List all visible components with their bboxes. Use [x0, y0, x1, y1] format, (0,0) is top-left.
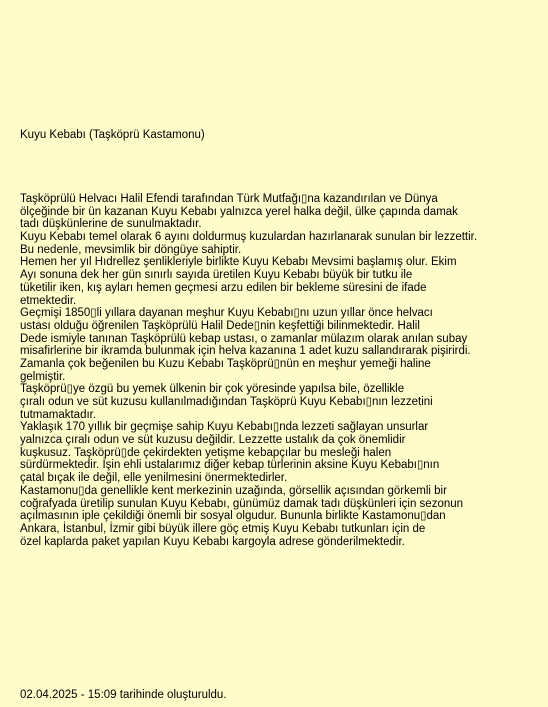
body-line: Ayı sonuna dek her gün sınırlı sayıda üretilen Kuyu Kebabı büyük bir tutku ile	[20, 269, 413, 282]
body-line: Bu nedenle, mevsimlik bir döngüye sahiptir.	[20, 243, 242, 256]
body-line: Kuyu Kebabı temel olarak 6 ayını doldurmuş kuzulardan hazırlanarak sunulan bir lezzettir.	[20, 231, 478, 244]
body-line: tutmamaktadır.	[20, 408, 97, 421]
body-line: Zamanla çok beğenilen bu Kuzu Kebabı Taşköprü▯nün en meşhur yemeği haline	[20, 357, 431, 370]
body-line: misafirlerine bir ikramda bulunmak için helva kazanına 1 adet kuzu sallandırarak pişirirdi.	[20, 345, 471, 358]
body-line: Kastamonu▯da genellikle kent merkezinin uzağında, görsellik açısından görkemli bir	[20, 484, 447, 497]
article-body	[20, 193, 540, 548]
body-line: Yaklaşık 170 yıllık bir geçmişe sahip Kuyu Kebabı▯nda lezzeti sağlayan unsurlar	[20, 421, 429, 434]
document-title: Kuyu Kebabı (Taşköprü Kastamonu)	[20, 129, 205, 141]
creation-timestamp: 02.04.2025 - 15:09 tarihinde oluşturuldu.	[20, 689, 227, 701]
body-line: Hemen her yıl Hıdrellez şenlikleriyle birlikte Kuyu Kebabı Mevsimi başlamış olur. Ekim	[20, 256, 457, 269]
body-line: gelmiştir.	[20, 370, 66, 383]
body-line: Taşköprü▯ye özgü bu yemek ülkenin bir çok yöresinde yapılsa bile, özellikle	[20, 383, 405, 396]
body-line: coğrafyada üretilip sunulan Kuyu Kebabı, günümüz damak tadı düşkünleri için sezonun	[20, 497, 464, 510]
body-line: tüketilir iken, kış ayları hemen geçmesi arzu edilen bir bekleme süresini de ifade	[20, 281, 427, 294]
body-line: Ankara, İstanbul, İzmir gibi büyük illere göç etmiş Kuyu Kebabı tutkunları için de	[20, 522, 426, 535]
body-line: kuşkusuz. Taşköprü▯de çekirdekten yetişme kebapçılar bu mesleği halen	[20, 446, 392, 459]
body-line: çatal bıçak ile değil, elle yenilmesini önermektedirler.	[20, 472, 288, 485]
body-line: ustası olduğu öğrenilen Taşköprülü Halil Dede▯nin keşfettiği bilinmektedir. Halil	[20, 319, 420, 332]
body-line: Dede ismiyle tanınan Taşköprülü kebap ustası, o zamanlar mülazım olarak anılan subay	[20, 332, 468, 345]
body-line: yalnızca çıralı odun ve süt kuzusu değildir. Lezzette ustalık da çok önemlidir	[20, 434, 406, 447]
body-line: etmektedir.	[20, 294, 77, 307]
body-line: Taşköprülü Helvacı Halil Efendi tarafından Türk Mutfağı▯na kazandırılan ve Dünya	[20, 193, 438, 205]
body-line: açılmasının iple çekildiği önemli bir sosyal olgudur. Bununla birlikte Kastamonu▯dan	[20, 510, 446, 523]
body-line: ölçeğinde bir ün kazanan Kuyu Kebabı yalnızca yerel halka değil, ülke çapında damak	[20, 205, 458, 218]
body-line: özel kaplarda paket yapılan Kuyu Kebabı kargoyla adrese gönderilmektedir.	[20, 535, 405, 548]
body-line: Geçmişi 1850▯li yıllara dayanan meşhur Kuyu Kebabı▯nı uzun yıllar önce helvacı	[20, 307, 433, 320]
body-line: çıralı odun ve süt kuzusu kullanılmadığından Taşköprü Kuyu Kebabı▯nın lezzetini	[20, 396, 433, 408]
body-line: tadı düşkünlerine de sunulmaktadır.	[20, 218, 202, 231]
body-line: sürdürmektedir. İşin ehli ustalarımız diğer kebap türlerinin aksine Kuyu Kebabı▯nın	[20, 459, 440, 472]
